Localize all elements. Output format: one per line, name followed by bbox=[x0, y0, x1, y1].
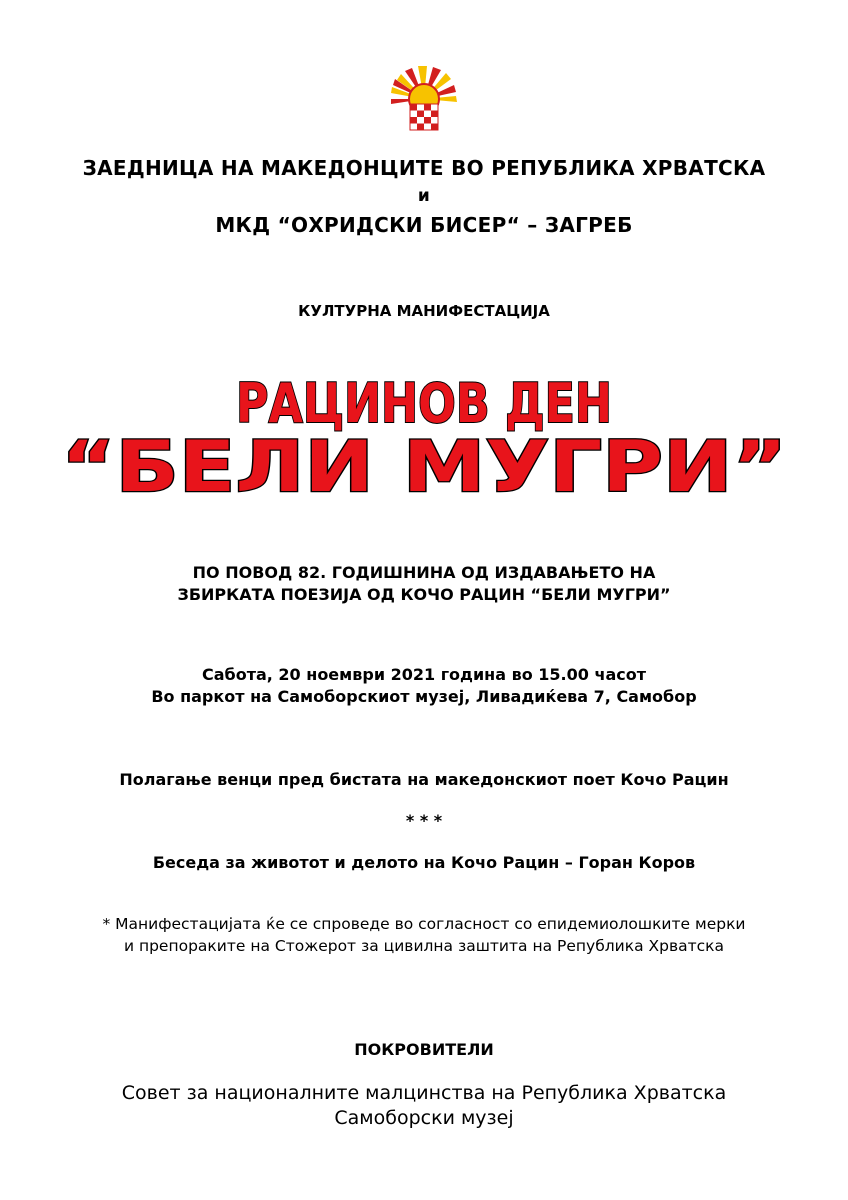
program-item-wreaths: Полагање венци пред бистата на македонскиот поет Кочо Рацин bbox=[119, 770, 729, 789]
health-measures-note-line-2: и препораките на Стожерот за цивилна заштита на Република Хрватска bbox=[123, 937, 725, 955]
association-emblem-logo bbox=[391, 66, 457, 132]
health-measures-note-line-1: * Манифестацијата ќе се спроведе во согласност со епидемиолошките мерки bbox=[102, 915, 746, 933]
event-location: Во паркот на Самоборскиот музеј, Ливадиќева 7, Самобор bbox=[151, 687, 697, 706]
event-title-line-2: “БЕЛИ МУГРИ” bbox=[61, 426, 788, 508]
program-item-lecture: Беседа за животот и делото на Кочо Рацин – Горан Коров bbox=[152, 853, 696, 872]
sponsor-item-2: Самоборски музеј bbox=[334, 1107, 514, 1129]
event-date-time: Сабота, 20 ноември 2021 година во 15.00 часот bbox=[202, 665, 646, 684]
sponsor-item-1: Совет за националните малцинства на Република Хрватска bbox=[121, 1082, 727, 1104]
event-title-line-1: РАЦИНОВ ДЕН bbox=[236, 372, 612, 435]
sponsors-heading: ПОКРОВИТЕЛИ bbox=[354, 1040, 494, 1059]
program-separator: * * * bbox=[405, 811, 443, 830]
event-title bbox=[0, 370, 848, 508]
organizer-line-2: МКД “ОХРИДСКИ БИСЕР“ – ЗАГРЕБ bbox=[215, 213, 633, 237]
organizer-line-1: ЗАЕДНИЦА НА МАКЕДОНЦИТЕ ВО РЕПУБЛИКА ХРВАТСКА bbox=[82, 156, 766, 180]
event-type: КУЛТУРНА МАНИФЕСТАЦИЈА bbox=[298, 302, 550, 320]
occasion-line-2: ЗБИРКАТА ПОЕЗИЈА ОД КОЧО РАЦИН “БЕЛИ МУГРИ” bbox=[177, 585, 671, 604]
organizer-connector: и bbox=[417, 186, 431, 206]
occasion-line-1: ПО ПОВОД 82. ГОДИШНИНА ОД ИЗДАВАЊЕТО НА bbox=[192, 563, 656, 582]
checkerboard-icon bbox=[410, 104, 438, 130]
